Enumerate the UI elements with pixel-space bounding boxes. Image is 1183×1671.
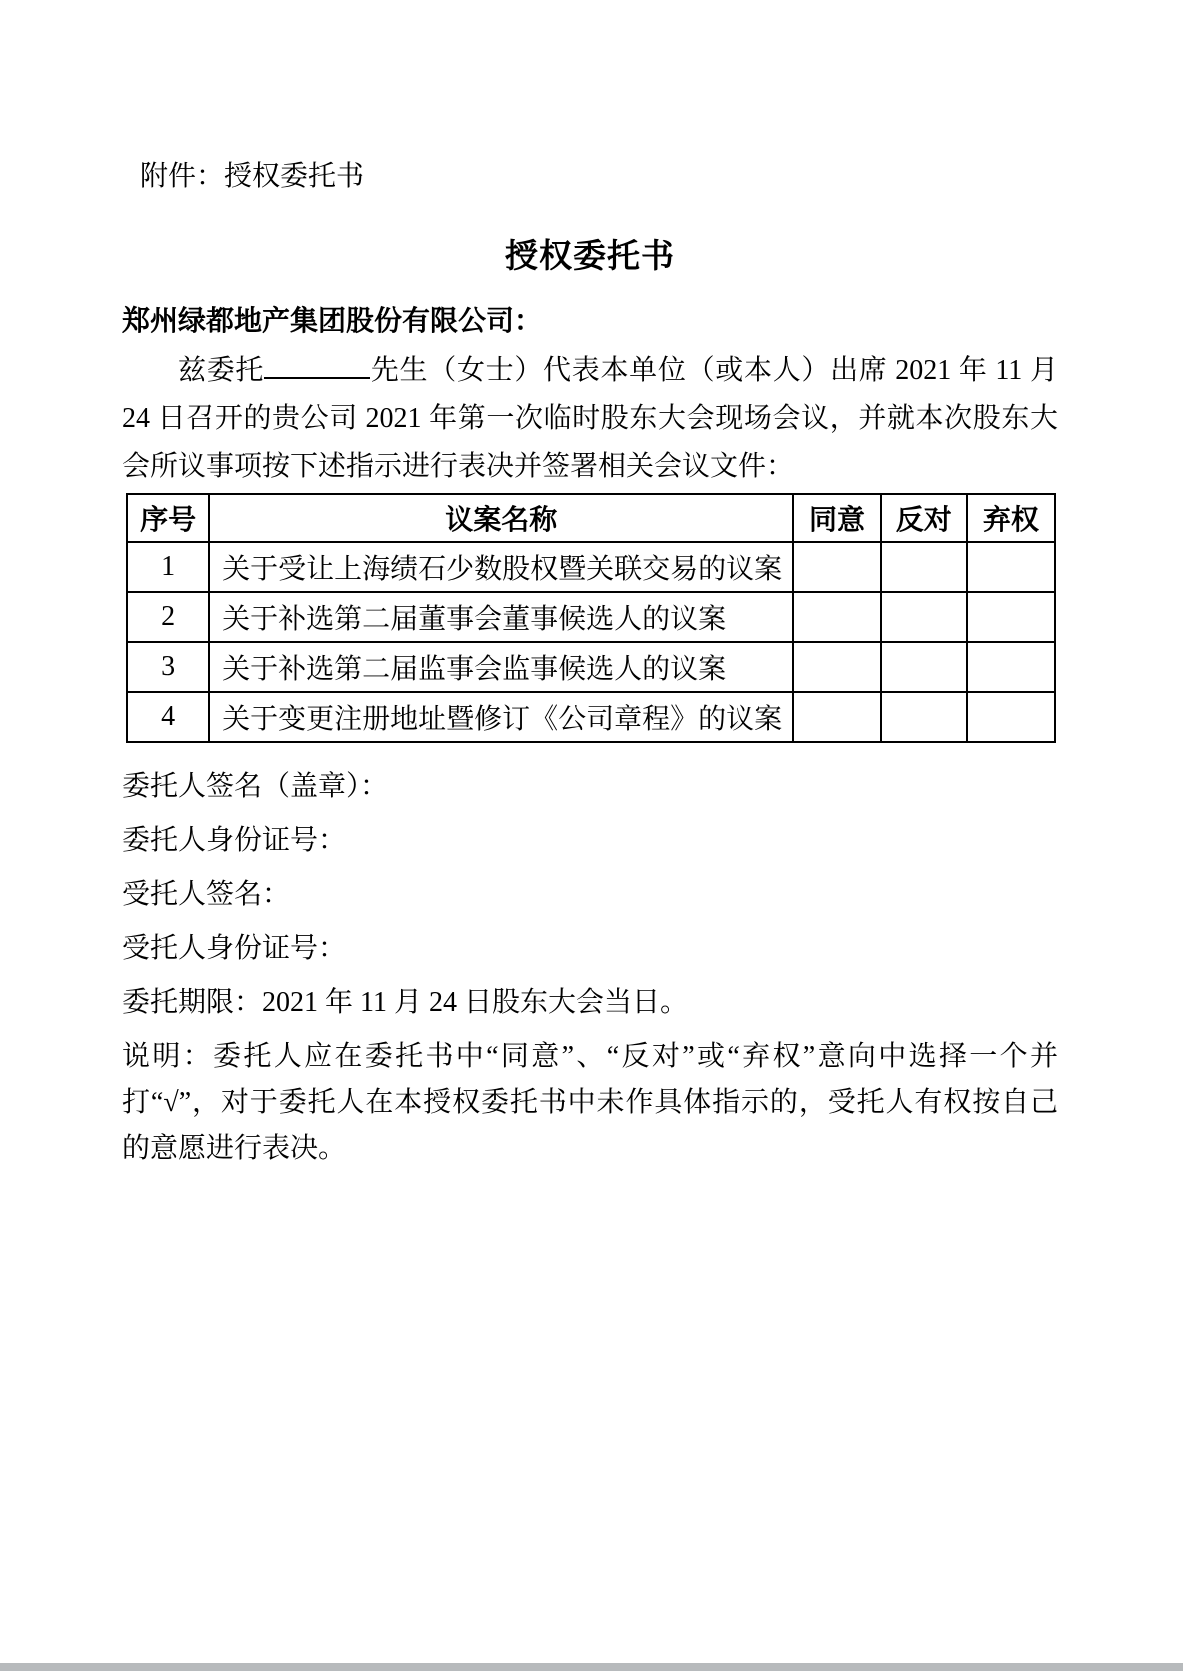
- principal-signature-line: 委托人签名（盖章）：: [122, 771, 389, 802]
- instructions-note: 说明：委托人应在委托书中“同意”、“反对”或“弃权”意向中选择一个并打“√”，对于委托人在本授权委托书中未作具体指示的，受托人有权按自己的意愿进行表决。: [122, 1041, 1058, 1164]
- proxy-signature-line: 受托人签名：: [122, 879, 291, 910]
- vote-cell-oppose: [881, 642, 967, 692]
- serial-number-cell: 2: [127, 592, 209, 642]
- bottom-page-edge-bar: [0, 1663, 1183, 1671]
- vote-cell-agree: [793, 592, 880, 642]
- paragraph-lead: 兹委托: [178, 355, 265, 386]
- header-serial-number: 序号: [127, 494, 209, 542]
- vote-cell-abstain: [967, 692, 1055, 742]
- header-oppose: 反对: [881, 494, 967, 542]
- table-row: [127, 542, 1055, 592]
- vote-cell-abstain: [967, 592, 1055, 642]
- page-title: 授权委托书: [505, 239, 675, 275]
- vote-cell-agree: [793, 542, 880, 592]
- proposal-name-cell: 关于变更注册地址暨修订《公司章程》的议案: [209, 692, 793, 742]
- document-page: [122, 160, 1058, 1172]
- vote-cell-agree: [793, 642, 880, 692]
- vote-cell-oppose: [881, 542, 967, 592]
- header-abstain: 弃权: [967, 494, 1055, 542]
- serial-number-cell: 4: [127, 692, 209, 742]
- proposal-name-cell: 关于补选第二届监事会监事候选人的议案: [209, 642, 793, 692]
- table-row: [127, 592, 1055, 642]
- serial-number-cell: 3: [127, 642, 209, 692]
- vote-cell-abstain: [967, 542, 1055, 592]
- header-proposal-name: 议案名称: [209, 494, 793, 542]
- principal-id-line: 委托人身份证号：: [122, 825, 347, 856]
- paragraph-rest: 先生（女士）代表本单位（或本人）出席 2021 年 11 月 24 日召开的贵公司 2021 年第一次临时股东大会现场会议，并就本次股东大会所议事项按下述指示进行表决并签署相关会议文件：: [122, 355, 1058, 482]
- proxy-term-line: 委托期限：2021 年 11 月 24 日股东大会当日。: [122, 987, 688, 1018]
- proposal-name-cell: 关于受让上海绩石少数股权暨关联交易的议案: [209, 542, 793, 592]
- salutation-line: 郑州绿都地产集团股份有限公司：: [122, 306, 543, 337]
- vote-cell-oppose: [881, 592, 967, 642]
- serial-number-cell: 1: [127, 542, 209, 592]
- vote-cell-oppose: [881, 692, 967, 742]
- vote-cell-abstain: [967, 642, 1055, 692]
- delegation-paragraph: [122, 347, 1058, 491]
- table-row: [127, 642, 1055, 692]
- proposal-vote-table: [126, 493, 1056, 743]
- proposal-name-cell: 关于补选第二届董事会董事候选人的议案: [209, 592, 793, 642]
- table-row: [127, 692, 1055, 742]
- table-header-row: [127, 494, 1055, 542]
- vote-cell-agree: [793, 692, 880, 742]
- proxy-id-line: 受托人身份证号：: [122, 933, 347, 964]
- signature-block: [122, 770, 1058, 1020]
- header-agree: 同意: [793, 494, 880, 542]
- attachment-label: 附件：授权委托书: [140, 161, 365, 192]
- proxy-name-blank: [264, 347, 370, 379]
